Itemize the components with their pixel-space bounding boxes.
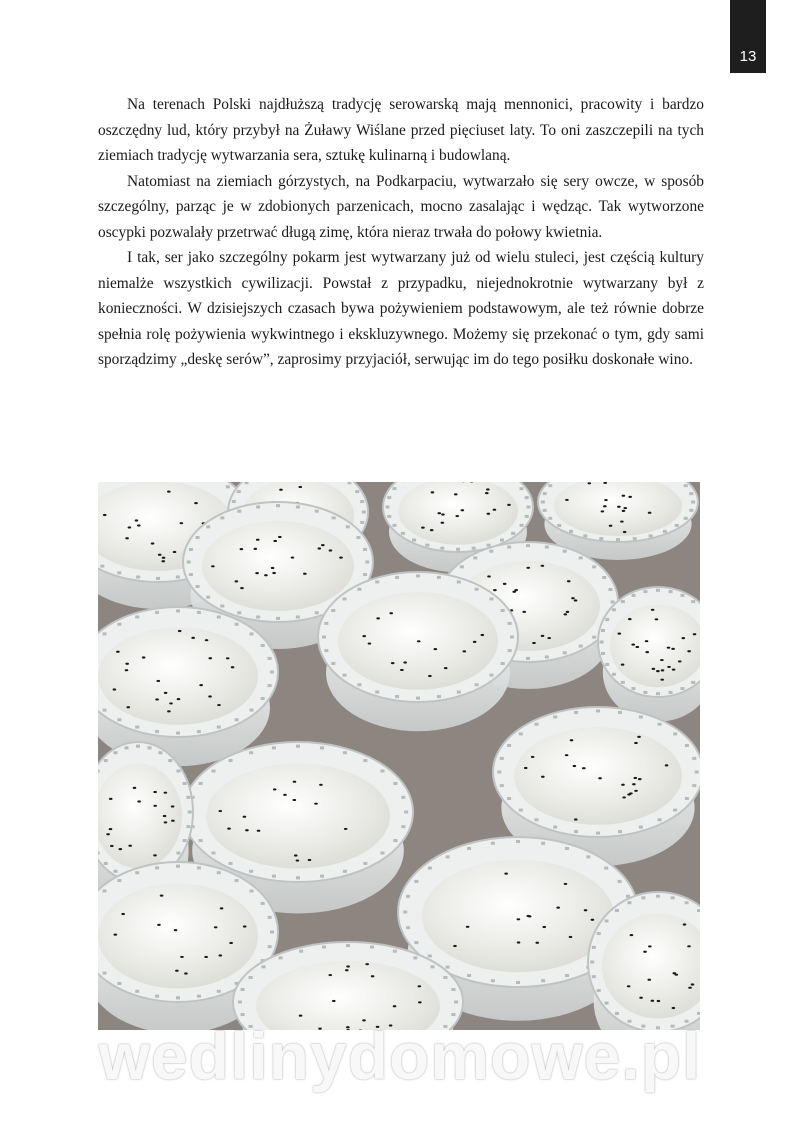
seed xyxy=(365,963,369,965)
seed xyxy=(205,639,209,641)
seed xyxy=(173,551,177,553)
seed xyxy=(299,1015,303,1017)
seed xyxy=(308,859,312,861)
seed xyxy=(368,642,372,644)
seed xyxy=(591,919,595,921)
seed xyxy=(541,565,545,567)
seed xyxy=(329,549,333,551)
seed xyxy=(632,783,636,785)
seed xyxy=(319,784,323,786)
seed xyxy=(628,496,632,498)
seed xyxy=(194,502,198,504)
seed xyxy=(110,845,114,847)
seed xyxy=(651,609,655,611)
seed xyxy=(169,702,173,704)
seed xyxy=(253,548,257,550)
seed xyxy=(211,565,215,567)
seed xyxy=(634,790,638,792)
seed xyxy=(125,669,129,671)
seed xyxy=(121,913,125,915)
seed xyxy=(453,945,457,947)
seed xyxy=(541,635,545,637)
seed xyxy=(623,507,627,509)
seed xyxy=(667,647,671,649)
paragraph-3: I tak, ser jako szczególny pokarm jest wytwarzany już od wielu stuleci, jest częścią kultury niemalże wszystkich cywilizacji. Powstał z przypadku, niejednokrotnie wytwarzany był z konieczności. W dzisiejszych czasach bywa pożywieniem podstawowym, ale też równie dobrze spełnia rolę pożywienia wykwintnego i ekskluzywnego. Możemy się przekonać o tym, gdy sami sporządzimy „deskę serów”, zaprosimy przyjaciół, serwując im do tego posiłku doskonałe wino. xyxy=(98,249,704,368)
cheese-molds-photo xyxy=(98,482,700,1030)
seed xyxy=(371,975,375,977)
seed xyxy=(291,556,295,558)
seed xyxy=(229,942,233,944)
seed xyxy=(517,941,521,943)
seed xyxy=(621,664,625,666)
seed xyxy=(345,969,349,971)
seed xyxy=(681,637,685,639)
seed xyxy=(376,617,380,619)
seed xyxy=(180,522,184,524)
seed xyxy=(164,692,168,694)
seed xyxy=(294,854,298,856)
seed xyxy=(564,613,568,615)
seed xyxy=(660,679,664,681)
seed xyxy=(279,489,283,491)
seed xyxy=(454,493,458,495)
seed xyxy=(667,666,671,668)
seed xyxy=(693,633,697,635)
seed xyxy=(314,803,318,805)
seed xyxy=(665,764,669,766)
seed xyxy=(243,925,247,927)
seed xyxy=(691,983,695,985)
seed xyxy=(391,662,395,664)
seed xyxy=(526,567,530,569)
seed xyxy=(153,791,157,793)
seed xyxy=(637,736,641,738)
seed xyxy=(400,669,404,671)
seed xyxy=(621,784,625,786)
seed xyxy=(344,828,348,830)
seed xyxy=(526,915,530,917)
seed xyxy=(588,482,592,484)
seed xyxy=(671,648,675,650)
seed xyxy=(629,792,633,794)
page-number-tab xyxy=(730,0,766,73)
seed xyxy=(272,572,276,574)
seed xyxy=(417,640,421,642)
seed xyxy=(638,778,642,780)
seed xyxy=(339,557,343,559)
seed xyxy=(158,554,162,556)
seed xyxy=(128,845,132,847)
seed xyxy=(226,657,230,659)
seed xyxy=(153,854,157,856)
cheese-mold xyxy=(98,607,278,766)
seed xyxy=(524,767,528,769)
seed xyxy=(328,974,332,976)
seed xyxy=(155,698,159,700)
seed xyxy=(604,499,608,501)
seed xyxy=(160,895,164,897)
seed xyxy=(116,651,120,653)
seed xyxy=(298,486,302,488)
seed xyxy=(487,575,491,577)
seed xyxy=(164,821,168,823)
seed xyxy=(167,491,171,493)
seed xyxy=(114,934,118,936)
seed xyxy=(603,505,607,507)
seed xyxy=(441,522,445,524)
seed xyxy=(547,637,551,639)
seed xyxy=(566,611,570,613)
seed xyxy=(486,488,490,490)
seed xyxy=(574,599,578,601)
seed xyxy=(256,539,260,541)
seed xyxy=(220,907,224,909)
seed xyxy=(609,525,613,527)
seed xyxy=(584,909,588,911)
seed xyxy=(623,531,627,533)
seed xyxy=(531,756,535,758)
seed xyxy=(651,1000,655,1002)
paragraph-2: Natomiast na ziemiach górzystych, na Podkarpaciu, wytwarzało się sery owcze, w sposób szczególny, parząc je w zdobionych parzenicach, mocno zasalając i wędząc. Tak wytworzone oscypki pozwalały przetrwać długą zimę, która nieraz trwała do połowy kwietnia. xyxy=(98,172,704,241)
seed xyxy=(208,695,212,697)
cheese-molds-illustration xyxy=(98,482,700,1030)
seed xyxy=(321,544,325,546)
seed xyxy=(507,504,511,506)
seed xyxy=(161,560,165,562)
seed xyxy=(630,934,634,936)
seed xyxy=(481,634,485,636)
seed xyxy=(219,954,223,956)
seed xyxy=(153,805,157,807)
seed xyxy=(125,663,129,665)
seed xyxy=(204,956,208,958)
seed xyxy=(656,670,660,672)
seed xyxy=(243,816,247,818)
seed xyxy=(601,510,605,512)
seed xyxy=(434,648,438,650)
seed xyxy=(645,640,649,642)
seed xyxy=(240,548,244,550)
seed xyxy=(218,810,222,812)
seed xyxy=(636,646,640,648)
seed xyxy=(444,667,448,669)
seed xyxy=(317,547,321,549)
seed xyxy=(631,643,635,645)
seed xyxy=(652,668,656,670)
seed xyxy=(574,818,578,820)
seed xyxy=(296,859,300,861)
seed xyxy=(542,926,546,928)
seed xyxy=(167,710,171,712)
seed xyxy=(660,659,664,661)
seed xyxy=(535,942,539,944)
seed xyxy=(240,587,244,589)
seed xyxy=(175,970,179,972)
seed xyxy=(431,491,435,493)
seed xyxy=(255,572,259,574)
seed xyxy=(418,985,422,987)
seed xyxy=(174,929,178,931)
seed xyxy=(678,660,682,662)
seed xyxy=(517,918,521,920)
seed xyxy=(622,510,626,512)
seed xyxy=(582,767,586,769)
seed xyxy=(532,642,536,644)
seed xyxy=(437,512,441,514)
seed xyxy=(687,945,691,947)
seed xyxy=(622,495,626,497)
seed xyxy=(106,833,110,835)
watermark: wedlinydomowe.pl xyxy=(98,1019,702,1093)
page-number: 13 xyxy=(739,48,757,65)
seed xyxy=(191,637,195,639)
seed xyxy=(109,828,113,830)
seed xyxy=(418,1001,422,1003)
seed xyxy=(556,907,560,909)
seed xyxy=(647,979,651,981)
seed xyxy=(688,987,692,989)
seed xyxy=(171,805,175,807)
seed xyxy=(639,997,643,999)
seed xyxy=(672,668,676,670)
seed xyxy=(567,580,571,582)
seed xyxy=(672,972,676,974)
seed xyxy=(199,684,203,686)
seed xyxy=(503,583,507,585)
seed xyxy=(617,506,621,508)
seed xyxy=(403,661,407,663)
seed xyxy=(231,666,235,668)
seed xyxy=(119,848,123,850)
seed xyxy=(683,923,687,925)
seed xyxy=(643,951,647,953)
seed xyxy=(142,656,146,658)
seed xyxy=(428,675,432,677)
seed xyxy=(522,611,526,613)
seed xyxy=(157,924,161,926)
seed xyxy=(565,754,569,756)
seed xyxy=(137,524,141,526)
seed xyxy=(463,650,467,652)
cheese-mold xyxy=(318,572,518,731)
seed xyxy=(657,1000,661,1002)
seed xyxy=(332,1000,336,1002)
seed xyxy=(541,776,545,778)
seed xyxy=(493,589,497,591)
paragraph-1: Na terenach Polski najdłuższą tradycję serowarską mają mennonici, pracowity i bardzo oszczędny lud, który przybył na Żuławy Wiślane przed pięciuset laty. To oni zaszczepili na tych ziemiach tradycję wytwarzania sera, sztukę kulinarną i budowlaną. xyxy=(98,96,704,164)
seed xyxy=(504,873,508,875)
seed xyxy=(362,635,366,637)
seed xyxy=(655,618,659,620)
seed xyxy=(235,580,239,582)
seed xyxy=(466,926,470,928)
seed xyxy=(627,985,631,987)
seed xyxy=(441,513,445,515)
seed xyxy=(264,574,268,576)
seed xyxy=(293,781,297,783)
seed xyxy=(634,777,638,779)
seed xyxy=(278,536,282,538)
seed xyxy=(171,820,175,822)
seed xyxy=(687,650,691,652)
seed xyxy=(208,657,212,659)
seed xyxy=(455,515,459,517)
seed xyxy=(128,526,132,528)
seed xyxy=(430,529,434,531)
seed xyxy=(162,557,166,559)
seed xyxy=(648,945,652,947)
seed xyxy=(113,688,117,690)
seed xyxy=(283,794,287,796)
seed xyxy=(271,567,275,569)
seed xyxy=(672,1007,676,1009)
seed xyxy=(570,739,574,741)
seed xyxy=(151,542,155,544)
seed xyxy=(346,965,350,967)
seed xyxy=(178,630,182,632)
seed xyxy=(163,815,167,817)
seed xyxy=(617,633,621,635)
seed xyxy=(648,512,652,514)
seed xyxy=(571,597,575,599)
seed xyxy=(421,527,425,529)
seed xyxy=(598,777,602,779)
seed xyxy=(628,618,632,620)
seed xyxy=(257,830,261,832)
seed xyxy=(487,513,491,515)
seed xyxy=(135,519,139,521)
seed xyxy=(514,589,518,591)
seed xyxy=(133,787,137,789)
seed xyxy=(565,499,569,501)
seed xyxy=(620,520,624,522)
seed xyxy=(622,796,626,798)
seed xyxy=(389,612,393,614)
seed xyxy=(273,788,277,790)
seed xyxy=(227,828,231,830)
seed xyxy=(180,956,184,958)
seed xyxy=(137,800,141,802)
seed xyxy=(217,704,221,706)
seed xyxy=(125,537,129,539)
seed xyxy=(573,765,577,767)
seed xyxy=(177,698,181,700)
seed xyxy=(473,641,477,643)
seed xyxy=(273,540,277,542)
seed xyxy=(293,799,297,801)
seed xyxy=(393,1005,397,1007)
seed xyxy=(485,492,489,494)
seed xyxy=(214,926,218,928)
seed xyxy=(164,792,168,794)
seed xyxy=(564,883,568,885)
seed xyxy=(461,509,465,511)
seed xyxy=(103,514,107,516)
seed xyxy=(245,829,249,831)
seed xyxy=(184,972,188,974)
seed xyxy=(634,742,638,744)
seed xyxy=(645,651,649,653)
seed xyxy=(303,573,307,575)
seed xyxy=(109,798,113,800)
seed xyxy=(493,509,497,511)
body-text xyxy=(98,92,704,373)
seed xyxy=(661,669,665,671)
seed xyxy=(569,936,573,938)
seed xyxy=(126,706,130,708)
seed xyxy=(156,680,160,682)
